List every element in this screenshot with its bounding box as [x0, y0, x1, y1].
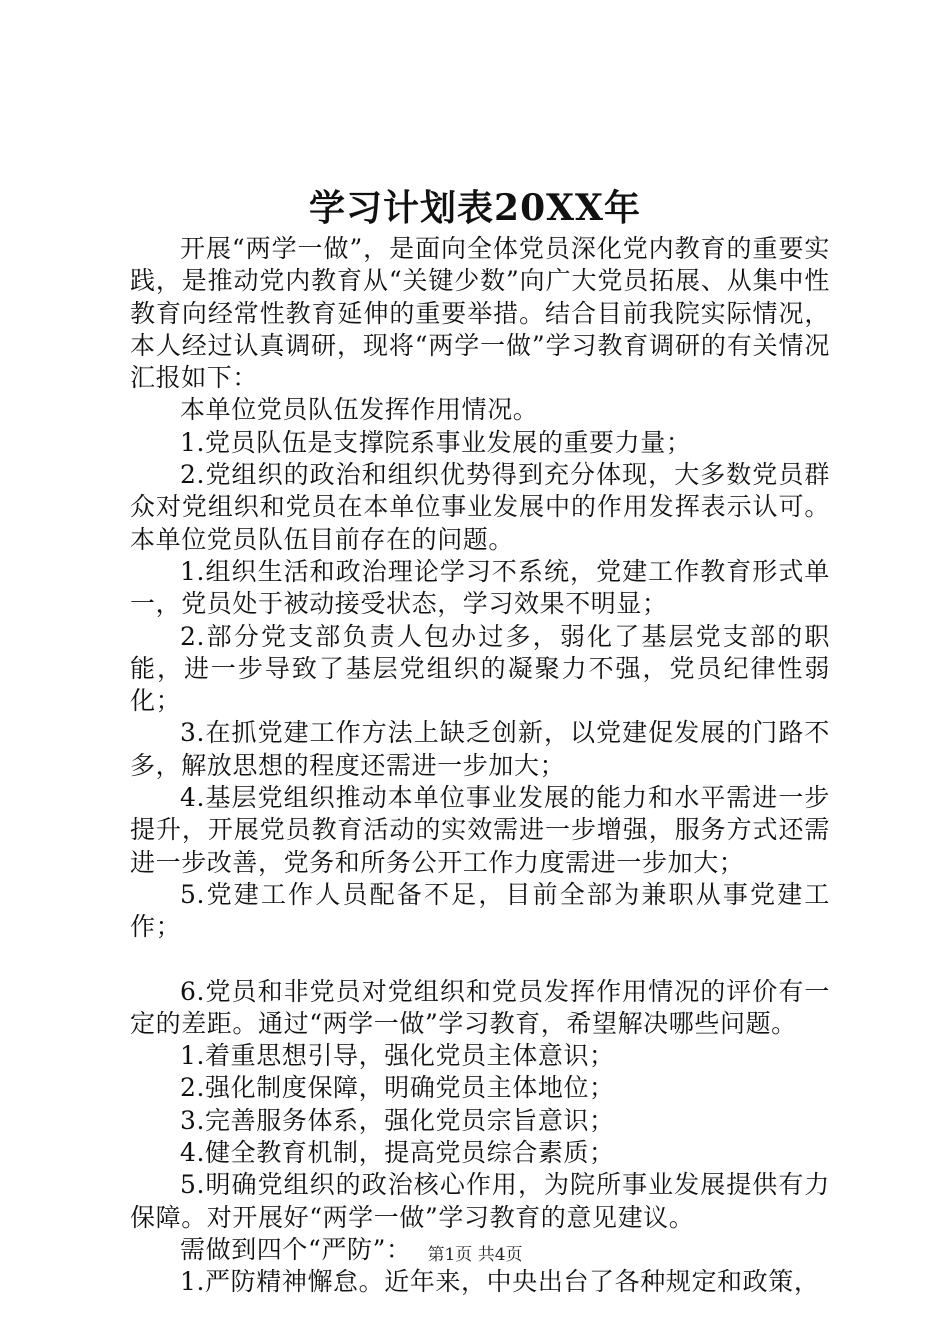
paragraph-item: 5.党建工作人员配备不足，目前全部为兼职从事党建工作； [130, 879, 830, 942]
paragraph-item: 1.严防精神懈怠。近年来，中央出台了各种规定和政策， [180, 1267, 820, 1297]
paragraph-item: 2.强化制度保障，明确党员主体地位； [180, 1073, 615, 1103]
paragraph-item: 4.健全教育机制，提高党员综合素质； [180, 1138, 615, 1168]
document-body [130, 233, 830, 1299]
paragraph-item: 3.在抓党建工作方法上缺乏创新，以党建促发展的门路不多，解放思想的程度还需进一步加大； [130, 718, 830, 780]
paragraph-item: 3.完善服务体系，强化党员宗旨意识； [180, 1105, 615, 1135]
paragraph-item: 6.党员和非党员对党组织和党员发挥作用情况的评价有一定的差距。通过“两学一做”学习教育，希望解决哪些问题。 [130, 976, 830, 1038]
paragraph-item: 1.组织生活和政治理论学习不系统，党建工作教育形式单一，党员处于被动接受状态，学习效果不明显； [130, 556, 830, 619]
paragraph-item: 4.基层党组织推动本单位事业发展的能力和水平需进一步提升，开展党员教育活动的实效需进一步增强，服务方式还需进一步改善，党务和所务公开工作力度需进一步加大； [130, 783, 830, 877]
paragraph-item: 1.着重思想引导，强化党员主体意识； [180, 1041, 615, 1071]
paragraph-section-heading: 本单位党员队伍发挥作用情况。 [180, 395, 539, 425]
paragraph-item: 2.部分党支部负责人包办过多，弱化了基层党支部的职能，进一步导致了基层党组织的凝聚力不强，党员纪律性弱化； [130, 621, 830, 716]
paragraph-item: 5.明确党组织的政治核心作用，为院所事业发展提供有力保障。对开展好“两学一做”学习教育的意见建议。 [130, 1170, 830, 1232]
document-title: 学习计划表20XX年 [309, 187, 641, 229]
paragraph-section-heading: 需做到四个“严防”： [180, 1234, 412, 1264]
paragraph-intro: 开展“两学一做”，是面向全体党员深化党内教育的重要实践，是推动党内教育从“关键少数”向广大党员拓展、从集中性教育向经常性教育延伸的重要举措。结合目前我院实际情况，本人经过认真调研，现将“两学一做”学习教育调研的有关情况汇报如下： [130, 234, 830, 393]
paragraph-item: 1.党员队伍是支撑院系事业发展的重要力量； [180, 427, 692, 457]
paragraph-item: 2.党组织的政治和组织优势得到充分体现，大多数党员群众对党组织和党员在本单位事业发展中的作用发挥表示认可。本单位党员队伍目前存在的问题。 [130, 460, 830, 554]
page-footer: 第1页 共4页 [427, 1245, 523, 1265]
blank-line [130, 944, 830, 976]
